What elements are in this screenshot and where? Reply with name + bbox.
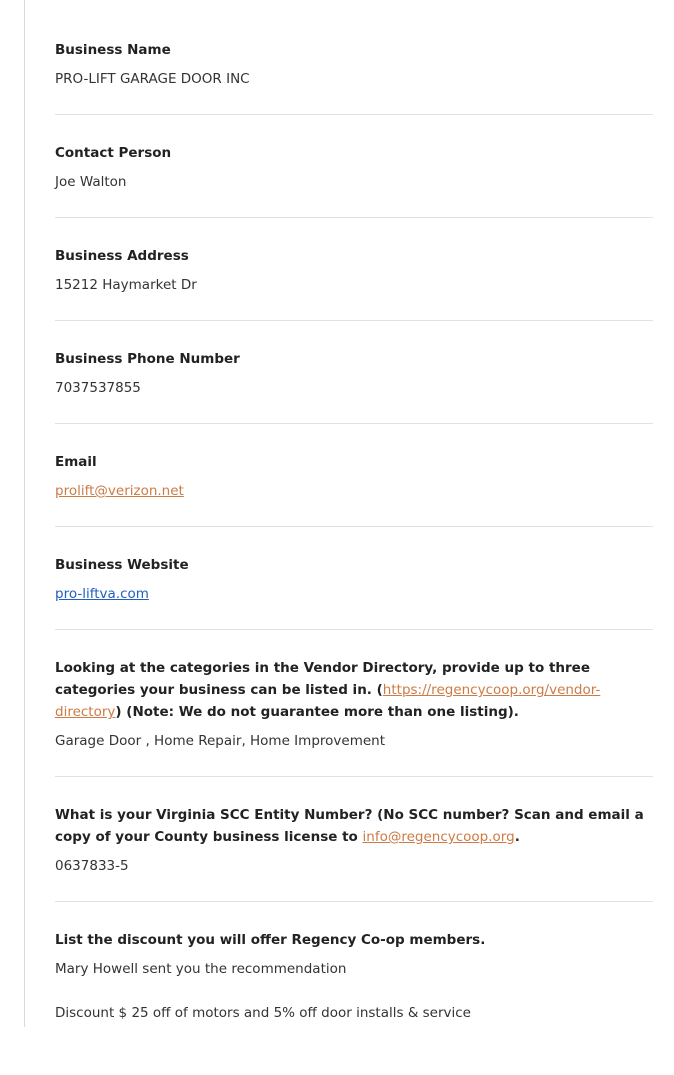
vendor-directory-link[interactable]: https://regencycoop.org/vendor-directory (55, 682, 601, 720)
field-email (55, 451, 653, 527)
label-text: . (514, 829, 520, 845)
field-value: Discount $ 25 off of motors and 5% off door installs & service (55, 1005, 471, 1021)
field-value: Garage Door , Home Repair, Home Improvement (55, 733, 385, 749)
field-scc-entity-number (55, 804, 653, 902)
submission-details (55, 39, 653, 1075)
email-link[interactable]: prolift@verizon.net (55, 483, 184, 499)
field-business-phone (55, 348, 653, 424)
field-business-website (55, 554, 653, 630)
label-text: ) (Note: We do not guarantee more than one listing). (115, 704, 519, 720)
field-value: PRO-LIFT GARAGE DOOR INC (55, 71, 250, 87)
left-border-rule (24, 0, 25, 1027)
field-value: 15212 Haymarket Dr (55, 277, 197, 293)
field-label: Business Name (55, 42, 171, 58)
field-business-name (55, 39, 653, 115)
field-label: Business Phone Number (55, 351, 240, 367)
field-value: 0637833-5 (55, 858, 129, 874)
label-text: What is your Virginia SCC Entity Number? (No SCC number? Scan and email a copy of your County business license to (55, 807, 644, 845)
field-contact-person (55, 142, 653, 218)
field-label: Business Address (55, 248, 189, 264)
field-label: Business Website (55, 557, 189, 573)
field-label: Email (55, 454, 97, 470)
field-value: Mary Howell sent you the recommendation (55, 961, 347, 977)
field-label (55, 657, 653, 723)
field-label: List the discount you will offer Regency Co-op members. (55, 932, 486, 948)
field-member-discount (55, 929, 653, 1048)
info-email-link[interactable]: info@regencycoop.org (362, 829, 515, 845)
field-vendor-categories (55, 657, 653, 777)
field-business-address (55, 245, 653, 321)
label-text: Looking at the categories in the Vendor Directory, provide up to three categories your business can be listed in. ( (55, 660, 590, 698)
field-value: 7037537855 (55, 380, 141, 396)
field-label: Contact Person (55, 145, 172, 161)
field-label (55, 804, 653, 848)
website-link[interactable]: pro-liftva.com (55, 586, 149, 602)
field-value: Joe Walton (55, 174, 127, 190)
